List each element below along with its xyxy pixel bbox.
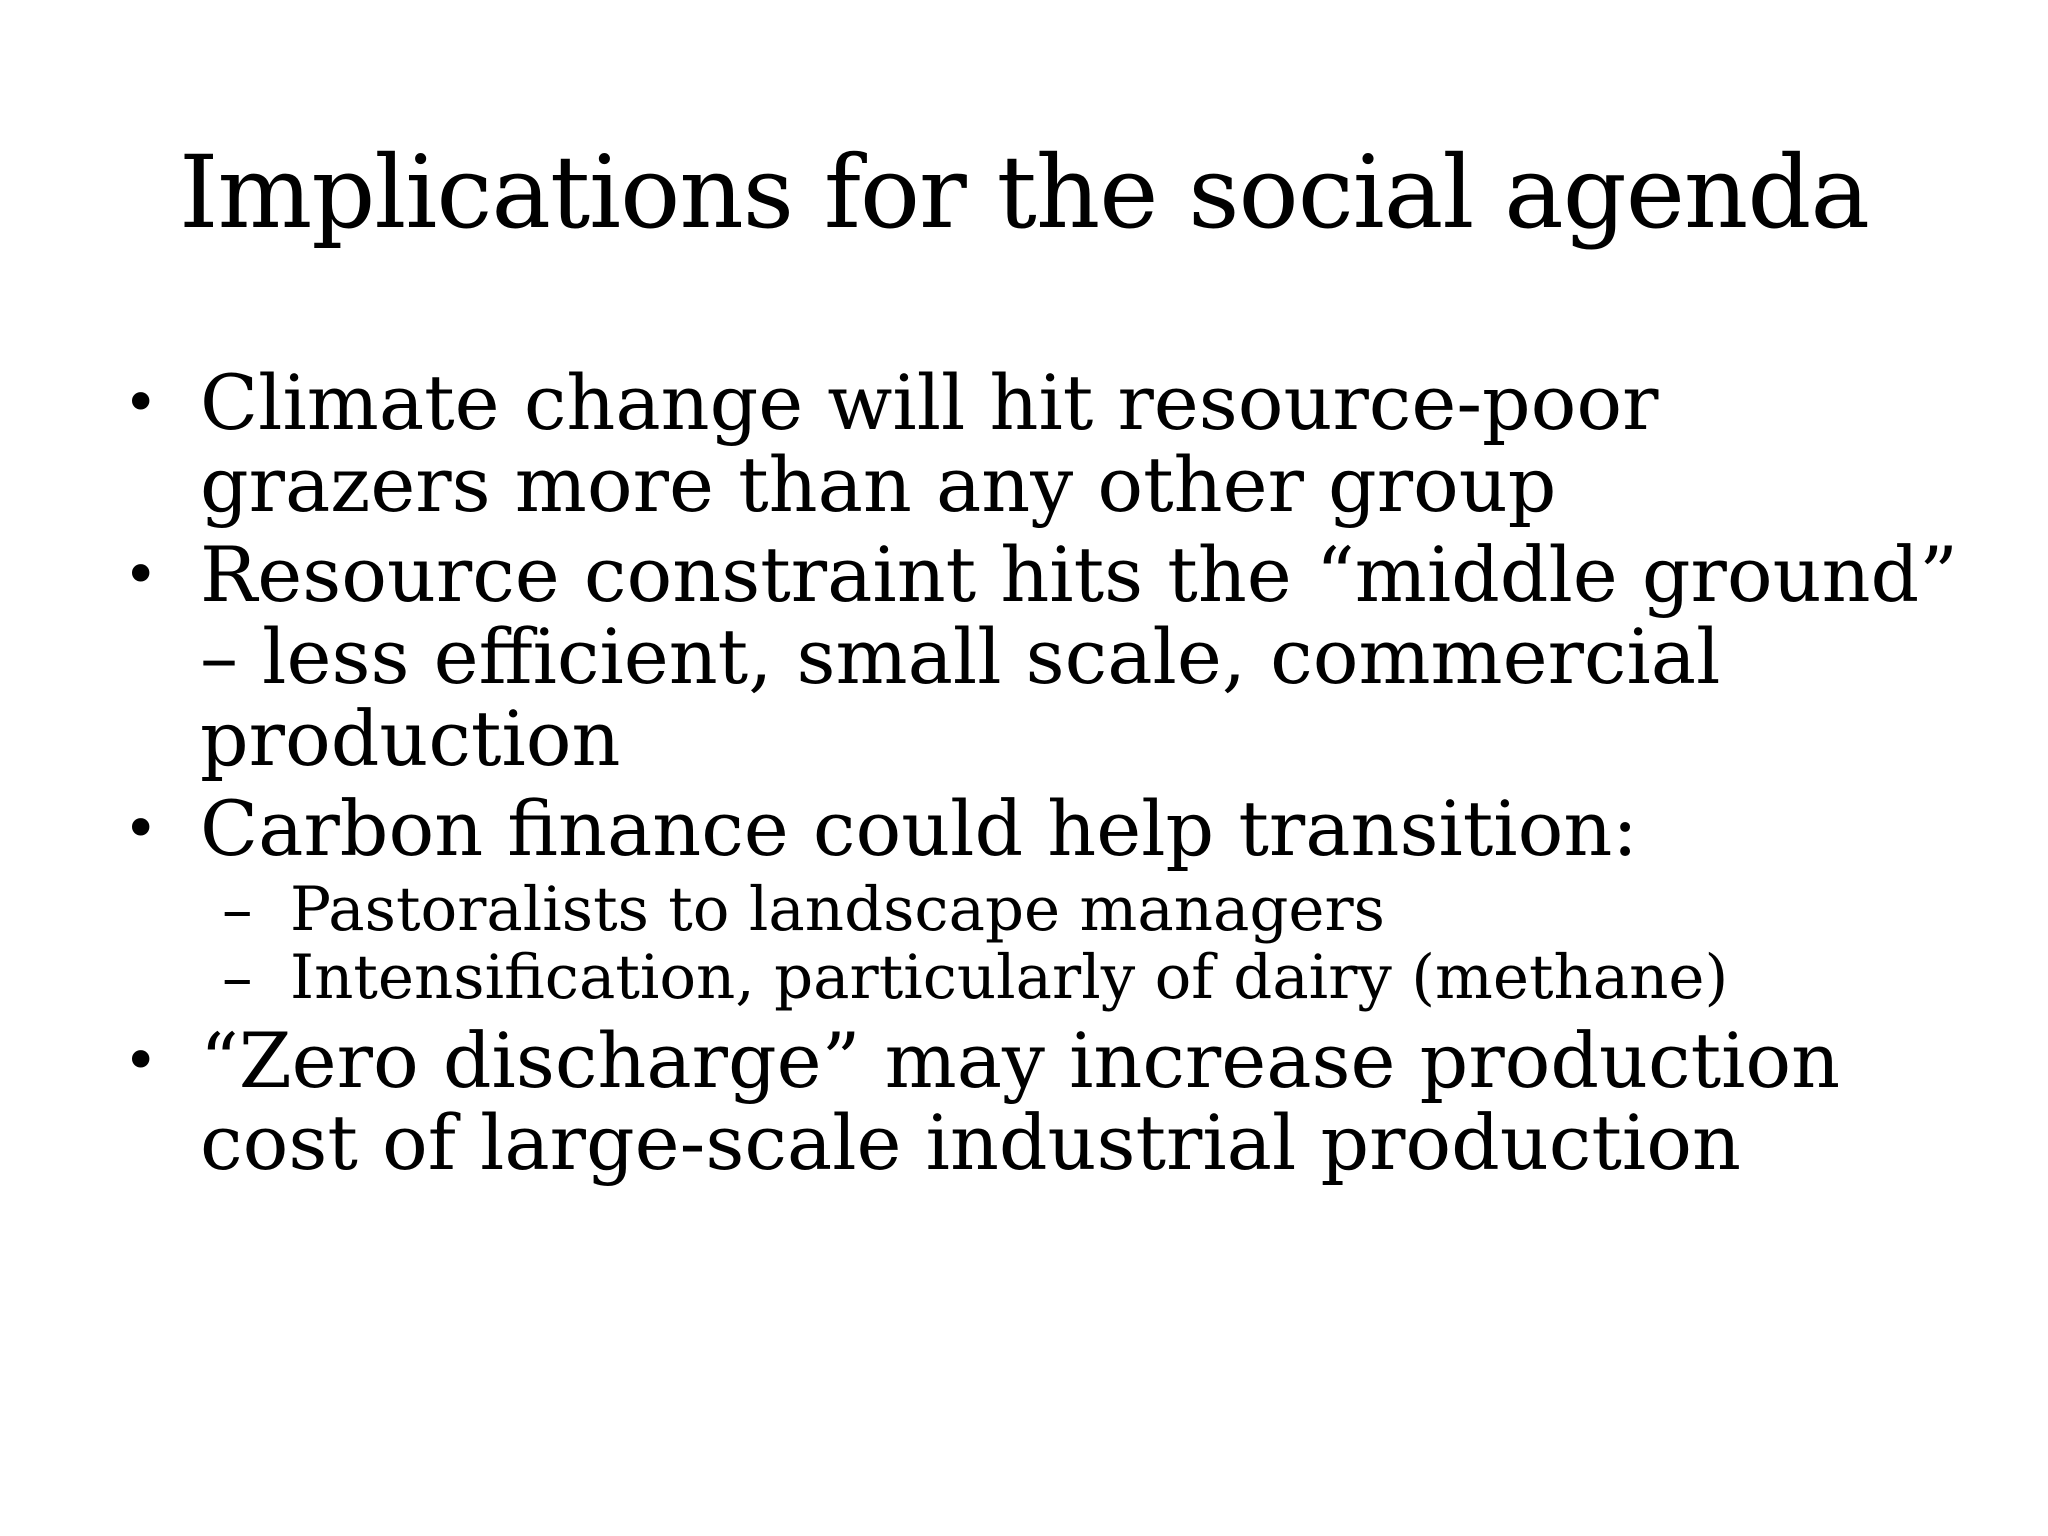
sub-bullet-text: Pastoralists to landscape managers: [290, 874, 1385, 945]
bullet-dot-icon: •: [123, 794, 159, 864]
bullet-item: [0, 358, 1960, 529]
bullet-text: Carbon finance could help transition:: [200, 784, 1638, 873]
bullet-text: Climate change will hit resource-poor grazers more than any other group: [200, 358, 1659, 529]
bullet-text: Resource constraint hits the “middle ground” – less efficient, small scale, commercial production: [200, 530, 1959, 783]
bullet-list: [0, 358, 2048, 1192]
bullet-item: [0, 784, 1960, 873]
sub-bullet-text: Intensification, particularly of dairy (methane): [290, 942, 1729, 1013]
bullet-dot-icon: •: [123, 368, 159, 438]
bullet-item: [0, 530, 1960, 783]
sub-bullet-dash-icon: –: [222, 874, 253, 945]
sub-bullet-dash-icon: –: [222, 942, 253, 1013]
bullet-dot-icon: •: [123, 540, 159, 610]
bullet-dot-icon: •: [123, 1026, 159, 1096]
slide-title: Implications for the social agenda: [179, 134, 1869, 251]
bullet-text: “Zero discharge” may increase production cost of large-scale industrial production: [200, 1016, 1841, 1187]
bullet-item: [0, 1016, 1960, 1187]
sub-bullet-list: [0, 874, 2048, 1013]
sub-bullet-item: [0, 874, 1990, 945]
sub-bullet-item: [0, 942, 1990, 1013]
